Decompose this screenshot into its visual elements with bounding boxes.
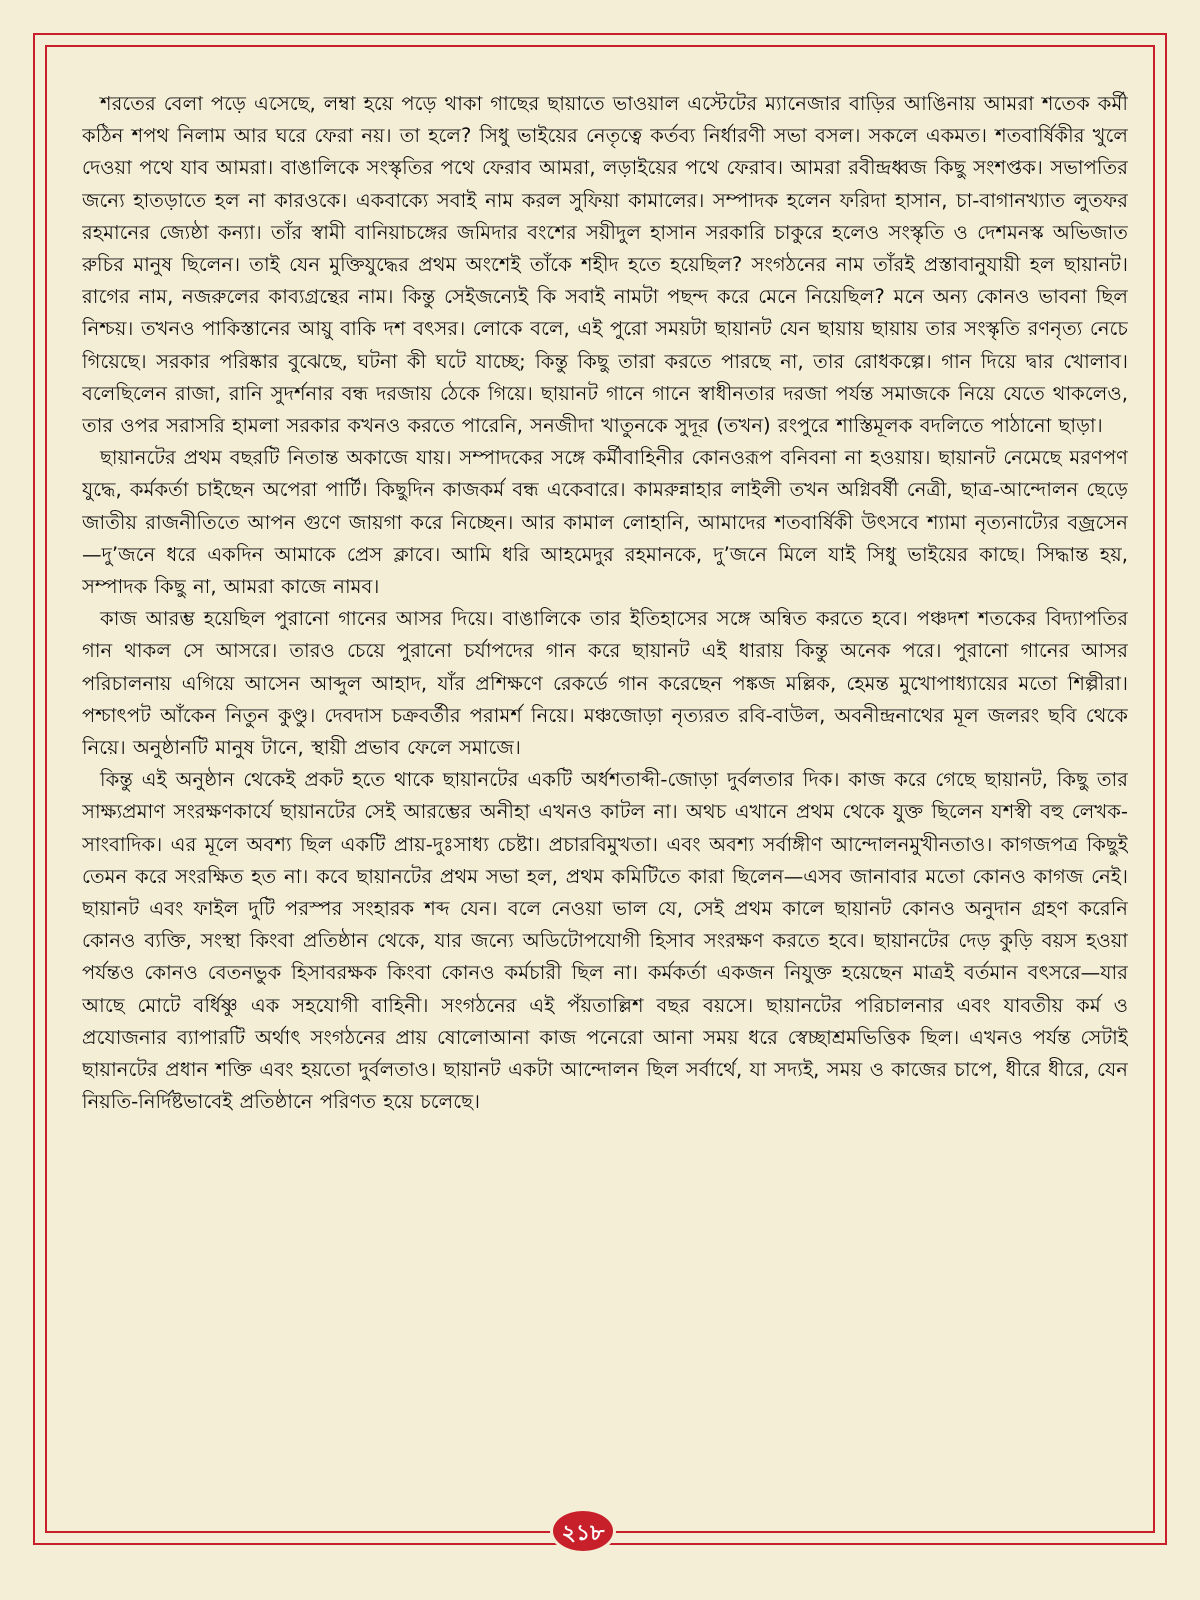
paragraph-2: ছায়ানটের প্রথম বছরটি নিতান্ত অকাজে যায়। সম্পাদকের সঙ্গে কর্মীবাহিনীর কোনওরূপ বনিবনা না হওয়ায়। ছায়ানট নেমেছে মরণপণ যুদ্ধে, কর্মকর্তা চাইছেন অপেরা পার্টি। কিছুদিন কাজকর্ম বন্ধ একেবারে। কামরুন্নাহার লাইলী তখন অগ্নিবর্ষী নেত্রী, ছাত্র-আন্দোলন ছেড়ে জাতীয় রাজনীতিতে আপন গুণে জায়গা করে নিচ্ছেন। আর কামাল লোহানি, আমাদের শতবার্ষিকী উৎসবে শ্যামা নৃত্যনাট্যের বজ্রসেন—দু’জনে ধরে একদিন আমাকে প্রেস ক্লাবে। আমি ধরি আহমেদুর রহমানকে, দু’জনে মিলে যাই সিধু ভাইয়ের কাছে। সিদ্ধান্ত হয়, সম্পাদক কিছু না, আমরা কাজে নামব। (82, 446, 1128, 599)
paragraph-1: শরতের বেলা পড়ে এসেছে, লম্বা হয়ে পড়ে থাকা গাছের ছায়াতে ভাওয়াল এস্টেটের ম্যানেজার বাড়ির আঙিনায় আমরা শতেক কর্মী কঠিন শপথ নিলাম আর ঘরে ফেরা নয়। তা হলে? সিধু ভাইয়ের নেতৃত্বে কর্তব্য নির্ধারণী সভা বসল। সকলে একমত। শতবার্ষিকীর খুলে দেওয়া পথে যাব আমরা। বাঙালিকে সংস্কৃতির পথে ফেরাব আমরা, লড়াইয়ের পথে ফেরাব। আমরা রবীন্দ্রধ্বজ কিছু সংশপ্তক। সভাপতির জন্যে হাতড়াতে হল না কারওকে। একবাক্যে সবাই নাম করল সুফিয়া কামালের। সম্পাদক হলেন ফরিদা হাসান, চা-বাগানখ্যাত লুতফর রহমানের জ্যেষ্ঠা কন্যা। তাঁর স্বামী বানিয়াচঙ্গের জমিদার বংশের সয়ীদুল হাসান সরকারি চাকুরে হলেও সংস্কৃতি ও দেশমনস্ক অভিজাত রুচির মানুষ ছিলেন। তাই যেন মুক্তিযুদ্ধের প্রথম অংশেই তাঁকে শহীদ হতে হয়েছিল? সংগঠনের নাম তাঁরই প্রস্তাবানুযায়ী হল ছায়ানট। রাগের নাম, নজরুলের কাব্যগ্রন্থের নাম। কিন্তু সেইজন্যেই কি সবাই নামটা পছন্দ করে মেনে নিয়েছিল? মনে অন্য কোনও ভাবনা ছিল নিশ্চয়। তখনও পাকিস্তানের আয়ু বাকি দশ বৎসর। লোকে বলে, এই পুরো সময়টা ছায়ানট যেন ছায়ায় ছায়ায় তার সংস্কৃতি রণনৃত্য নেচে গিয়েছে। সরকার পরিষ্কার বুঝেছে, ঘটনা কী ঘটে যাচ্ছে; কিন্তু কিছু তারা করতে পারছে না, তার রোধকল্পে। গান দিয়ে দ্বার খোলাব। বলেছিলেন রাজা, রানি সুদর্শনার বন্ধ দরজায় ঠেকে গিয়ে। ছায়ানট গানে গানে স্বাধীনতার দরজা পর্যন্ত সমাজকে নিয়ে যেতে থাকলেও, তার ওপর সরাসরি হামলা সরকার কখনও করতে পারেনি, সনজীদা খাতুনকে সুদূর (তখন) রংপুরে শাস্তিমূলক বদলিতে পাঠানো ছাড়া। (82, 92, 1128, 438)
paragraph-3: কাজ আরম্ভ হয়েছিল পুরানো গানের আসর দিয়ে। বাঙালিকে তার ইতিহাসের সঙ্গে অন্বিত করতে হবে। পঞ্চদশ শতকের বিদ্যাপতির গান থাকল সে আসরে। তারও চেয়ে পুরানো চর্যাপদের গান করে ছায়ানট এই ধারায় কিন্তু অনেক পরে। পুরানো গানের আসর পরিচালনায় এগিয়ে আসেন আব্দুল আহাদ, যাঁর প্রশিক্ষণে রেকর্ডে গান করেছেন পঙ্কজ মল্লিক, হেমন্ত মুখোপাধ্যায়ের মতো শিল্পীরা। পশ্চাৎপট আঁকেন নিতুন কুণ্ডু। দেবদাস চক্রবর্তীর পরামর্শ নিয়ে। মঞ্চজোড়া নৃত্যরত রবি-বাউল, অবনীন্দ্রনাথের মূল জলরং ছবি থেকে নিয়ে। অনুষ্ঠানটি মানুষ টানে, স্থায়ী প্রভাব ফেলে সমাজে। (82, 607, 1128, 760)
page-number-badge: ২১৮ (550, 1508, 616, 1554)
body-text (82, 88, 1128, 1518)
paragraph-4: কিন্তু এই অনুষ্ঠান থেকেই প্রকট হতে থাকে ছায়ানটের একটি অর্ধশতাব্দী-জোড়া দুর্বলতার দিক। কাজ করে গেছে ছায়ানট, কিছু তার সাক্ষ্যপ্রমাণ সংরক্ষণকার্যে ছায়ানটের সেই আরম্ভের অনীহা এখনও কাটল না। অথচ এখানে প্রথম থেকে যুক্ত ছিলেন যশস্বী বহু লেখক-সাংবাদিক। এর মূলে অবশ্য ছিল একটি প্রায়-দুঃসাধ্য চেষ্টা। প্রচারবিমুখতা। এবং অবশ্য সর্বাঙ্গীণ আন্দোলনমুখীনতাও। কাগজপত্র কিছুই তেমন করে সংরক্ষিত হত না। কবে ছায়ানটের প্রথম সভা হল, প্রথম কমিটিতে কারা ছিলেন—এসব জানাবার মতো কোনও কাগজ নেই। ছায়ানট এবং ফাইল দুটি পরস্পর সংহারক শব্দ যেন। বলে নেওয়া ভাল যে, সেই প্রথম কালে ছায়ানট কোনও অনুদান গ্রহণ করেনি কোনও ব্যক্তি, সংস্থা কিংবা প্রতিষ্ঠান থেকে, যার জন্যে অডিটোপযোগী হিসাব সংরক্ষণ করতে হবে। ছায়ানটের দেড় কুড়ি বয়স হওয়া পর্যন্তও কোনও বেতনভুক হিসাবরক্ষক কিংবা কোনও কর্মচারী ছিল না। কর্মকর্তা একজন নিযুক্ত হয়েছেন মাত্রই বর্তমান বৎসরে—যার আছে মোটে বর্ধিষ্ণু এক সহযোগী বাহিনী। সংগঠনের এই পঁয়তাল্লিশ বছর বয়সে। ছায়ানটের পরিচালনার এবং যাবতীয় কর্ম ও প্রযোজনার ব্যাপারটি অর্থাৎ সংগঠনের প্রায় ষোলোআনা কাজ পনেরো আনা সময় ধরে স্বেচ্ছাশ্রমভিত্তিক ছিল। এখনও পর্যন্ত সেটাই ছায়ানটের প্রধান শক্তি এবং হয়তো দুর্বলতাও। ছায়ানট একটা আন্দোলন ছিল সর্বার্থে, যা সদ্যই, সময় ও কাজের চাপে, ধীরে ধীরে, যেন নিয়তি-নির্দিষ্টভাবেই প্রতিষ্ঠানে পরিণত হয়ে চলেছে। (82, 768, 1128, 1114)
